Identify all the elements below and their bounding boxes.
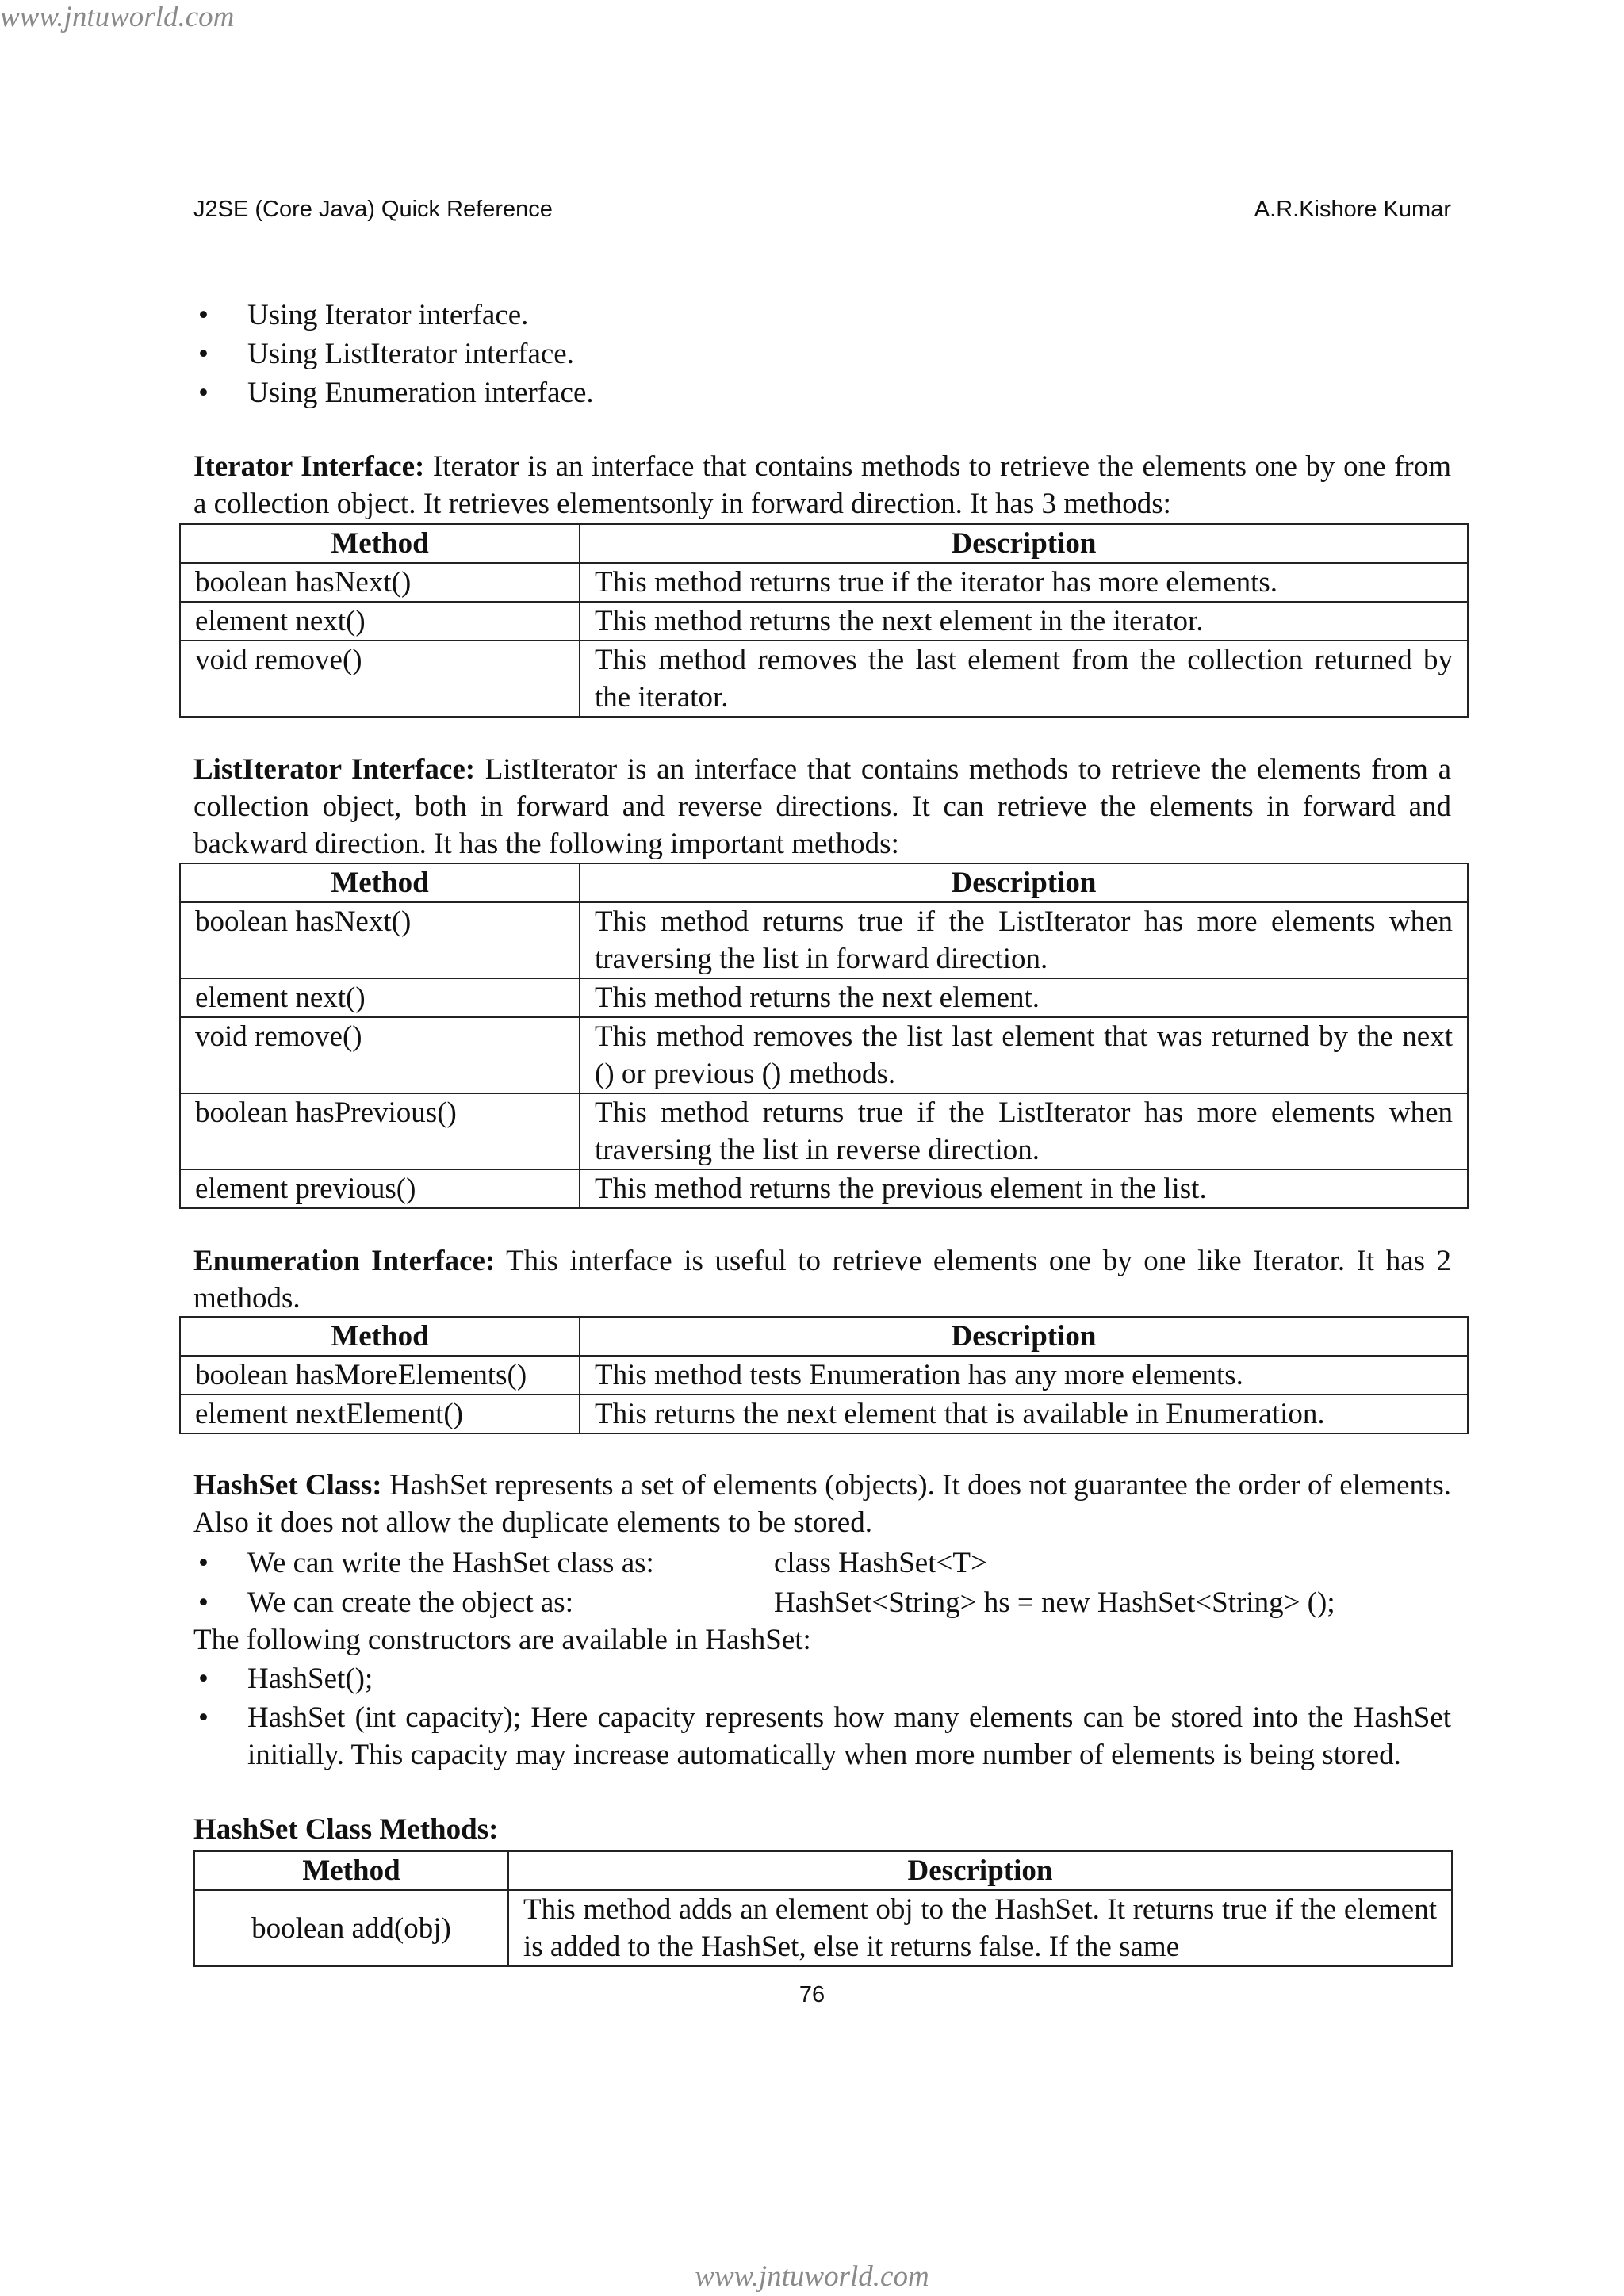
hashset-paragraph: HashSet Class: HashSet represents a set of elements (objects). It does not guarantee the order of elements. Also it does not allow the duplicate elements to be stored.: [193, 1469, 1451, 1539]
column-header-description: Description: [580, 863, 1468, 902]
list-item: • HashSet (int capacity); Here capacity represents how many elements can be stored into the HashSet initially. This capacity may increase automatically when more number of elements is being stored.: [198, 1699, 1451, 1774]
bullet-icon: •: [198, 1701, 209, 1734]
page-number: 76: [799, 1982, 825, 2007]
enumeration-methods-table: [179, 1316, 1469, 1434]
bullet-icon: •: [198, 1547, 209, 1579]
iterator-heading: Iterator Interface:: [193, 450, 425, 483]
bullet-icon: •: [198, 338, 209, 370]
table-row: void remove() This method removes the list last element that was returned by the next () or previous () methods.: [180, 1017, 1468, 1093]
column-header-method: Method: [180, 1317, 580, 1356]
column-header-description: Description: [580, 1317, 1468, 1356]
table-row: element previous() This method returns the previous element in the list.: [180, 1169, 1468, 1208]
hashset-heading: HashSet Class:: [193, 1469, 382, 1502]
bullet-icon: •: [198, 1663, 209, 1695]
table-row: boolean hasPrevious() This method returns true if the ListIterator has more elements when traversing the list in reverse direction.: [180, 1093, 1468, 1169]
bullet-icon: •: [198, 1586, 209, 1619]
table-row: boolean hasNext() This method returns true if the iterator has more elements.: [180, 563, 1468, 602]
table-row: boolean hasNext() This method returns true if the ListIterator has more elements when traversing the list in forward direction.: [180, 902, 1468, 978]
column-header-method: Method: [180, 863, 580, 902]
column-header-method: Method: [180, 524, 580, 563]
running-header-title: J2SE (Core Java) Quick Reference: [193, 197, 553, 222]
table-row: element next() This method returns the next element.: [180, 978, 1468, 1017]
table-row: element nextElement() This returns the next element that is available in Enumeration.: [180, 1395, 1468, 1433]
listiterator-paragraph: ListIterator Interface: ListIterator is an interface that contains methods to retrieve the elements from a collection object, both in forward and reverse directions. It can retrieve the elements in forward and backward direction. It has the following important methods:: [193, 753, 1451, 860]
hashset-methods-table: [193, 1850, 1453, 1967]
bullet-icon: •: [198, 377, 209, 409]
enumeration-heading: Enumeration Interface:: [193, 1245, 496, 1277]
table-row: boolean add(obj) This method adds an element obj to the HashSet. It returns true if the element is added to the HashSet, else it returns false. If the same: [194, 1890, 1452, 1966]
table-row: element next() This method returns the next element in the iterator.: [180, 602, 1468, 641]
enumeration-paragraph: Enumeration Interface: This interface is useful to retrieve elements one by one like Iterator. It has 2 methods.: [193, 1245, 1451, 1314]
code-snippet: class HashSet<T>: [774, 1547, 987, 1579]
iterator-methods-table: [179, 523, 1469, 718]
column-header-description: Description: [508, 1851, 1452, 1890]
column-header-description: Description: [580, 524, 1468, 563]
running-header-author: A.R.Kishore Kumar: [1254, 197, 1451, 222]
table-row: boolean hasMoreElements() This method tests Enumeration has any more elements.: [180, 1356, 1468, 1395]
code-snippet: HashSet<String> hs = new HashSet<String> ();: [774, 1586, 1335, 1619]
iterator-paragraph: Iterator Interface: Iterator is an interface that contains methods to retrieve the elements one by one from a collection object. It retrieves elementsonly in forward direction. It has 3 methods:: [193, 450, 1451, 520]
constructors-intro: The following constructors are available in HashSet:: [193, 1624, 811, 1656]
table-row: void remove() This method removes the last element from the collection returned by the iterator.: [180, 641, 1468, 717]
column-header-method: Method: [194, 1851, 508, 1890]
watermark-bottom: www.jntuworld.com: [695, 2260, 929, 2293]
hashset-methods-heading: HashSet Class Methods:: [193, 1813, 499, 1846]
listiterator-methods-table: [179, 863, 1469, 1209]
listiterator-heading: ListIterator Interface:: [193, 753, 476, 786]
bullet-icon: •: [198, 299, 209, 331]
watermark-top: www.jntuworld.com: [0, 1, 235, 33]
